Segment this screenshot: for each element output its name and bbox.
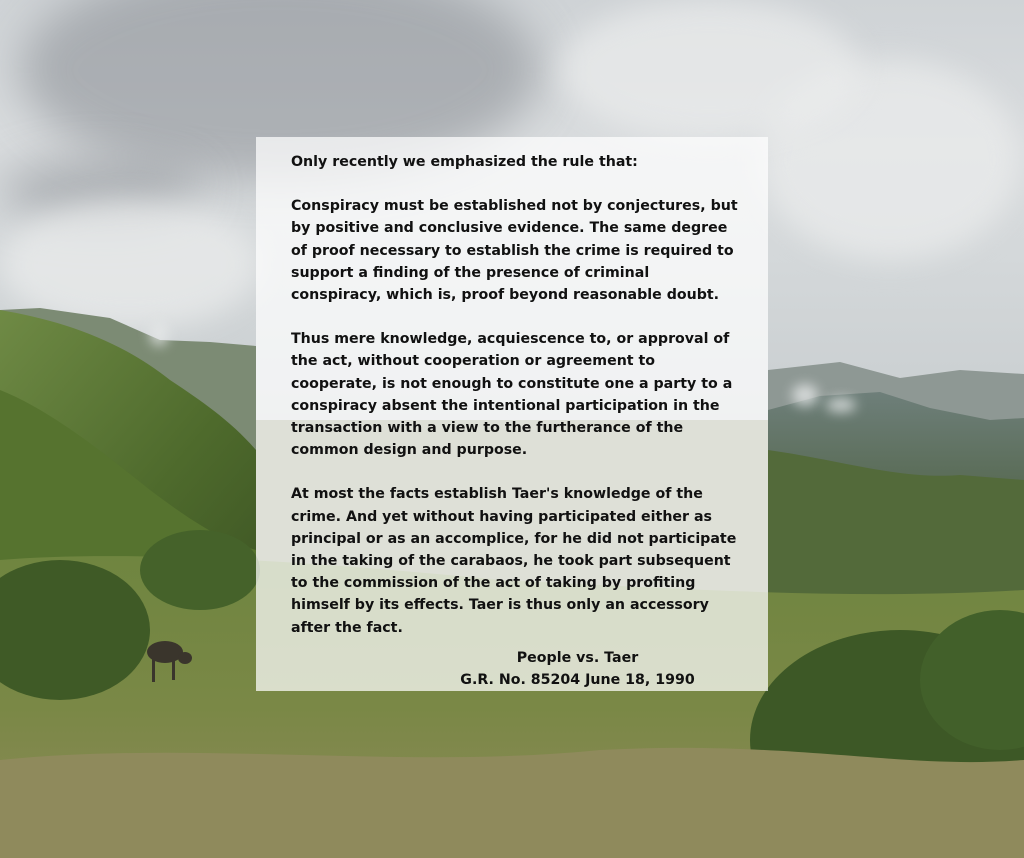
quote-paragraph-1: Conspiracy must be established not by conjectures, but by positive and conclusive evidence. The same degree of proof necessary to establish the crime is required to support a finding of the presence of criminal conspiracy, which is, proof beyond reasonable doubt. <box>291 198 738 304</box>
citation <box>291 647 744 691</box>
quote-paragraph-2: Thus mere knowledge, acquiescence to, or approval of the act, without cooperation or agreement to cooperate, is not enough to constitute one a party to a conspiracy absent the intentional participation in the transaction with a view to the furtherance of the common design and purpose. <box>291 331 733 459</box>
mist <box>150 322 168 346</box>
quote-paragraph-3: At most the facts establish Taer's knowledge of the crime. And yet without having participated either as principal or as an accomplice, for he did not participate in the taking of the carabaos, he took part subsequent to the commission of the act of taking by profiting himself by its effects. Taer is thus only an accessory after the fact. <box>291 486 737 636</box>
mist <box>792 384 818 406</box>
quote-card <box>256 137 768 691</box>
cloud <box>560 0 860 140</box>
case-reference: G.R. No. 85204 June 18, 1990 <box>460 671 695 688</box>
mist <box>826 398 856 412</box>
case-name: People vs. Taer <box>516 649 639 666</box>
quote-intro: Only recently we emphasized the rule that: <box>291 154 638 170</box>
